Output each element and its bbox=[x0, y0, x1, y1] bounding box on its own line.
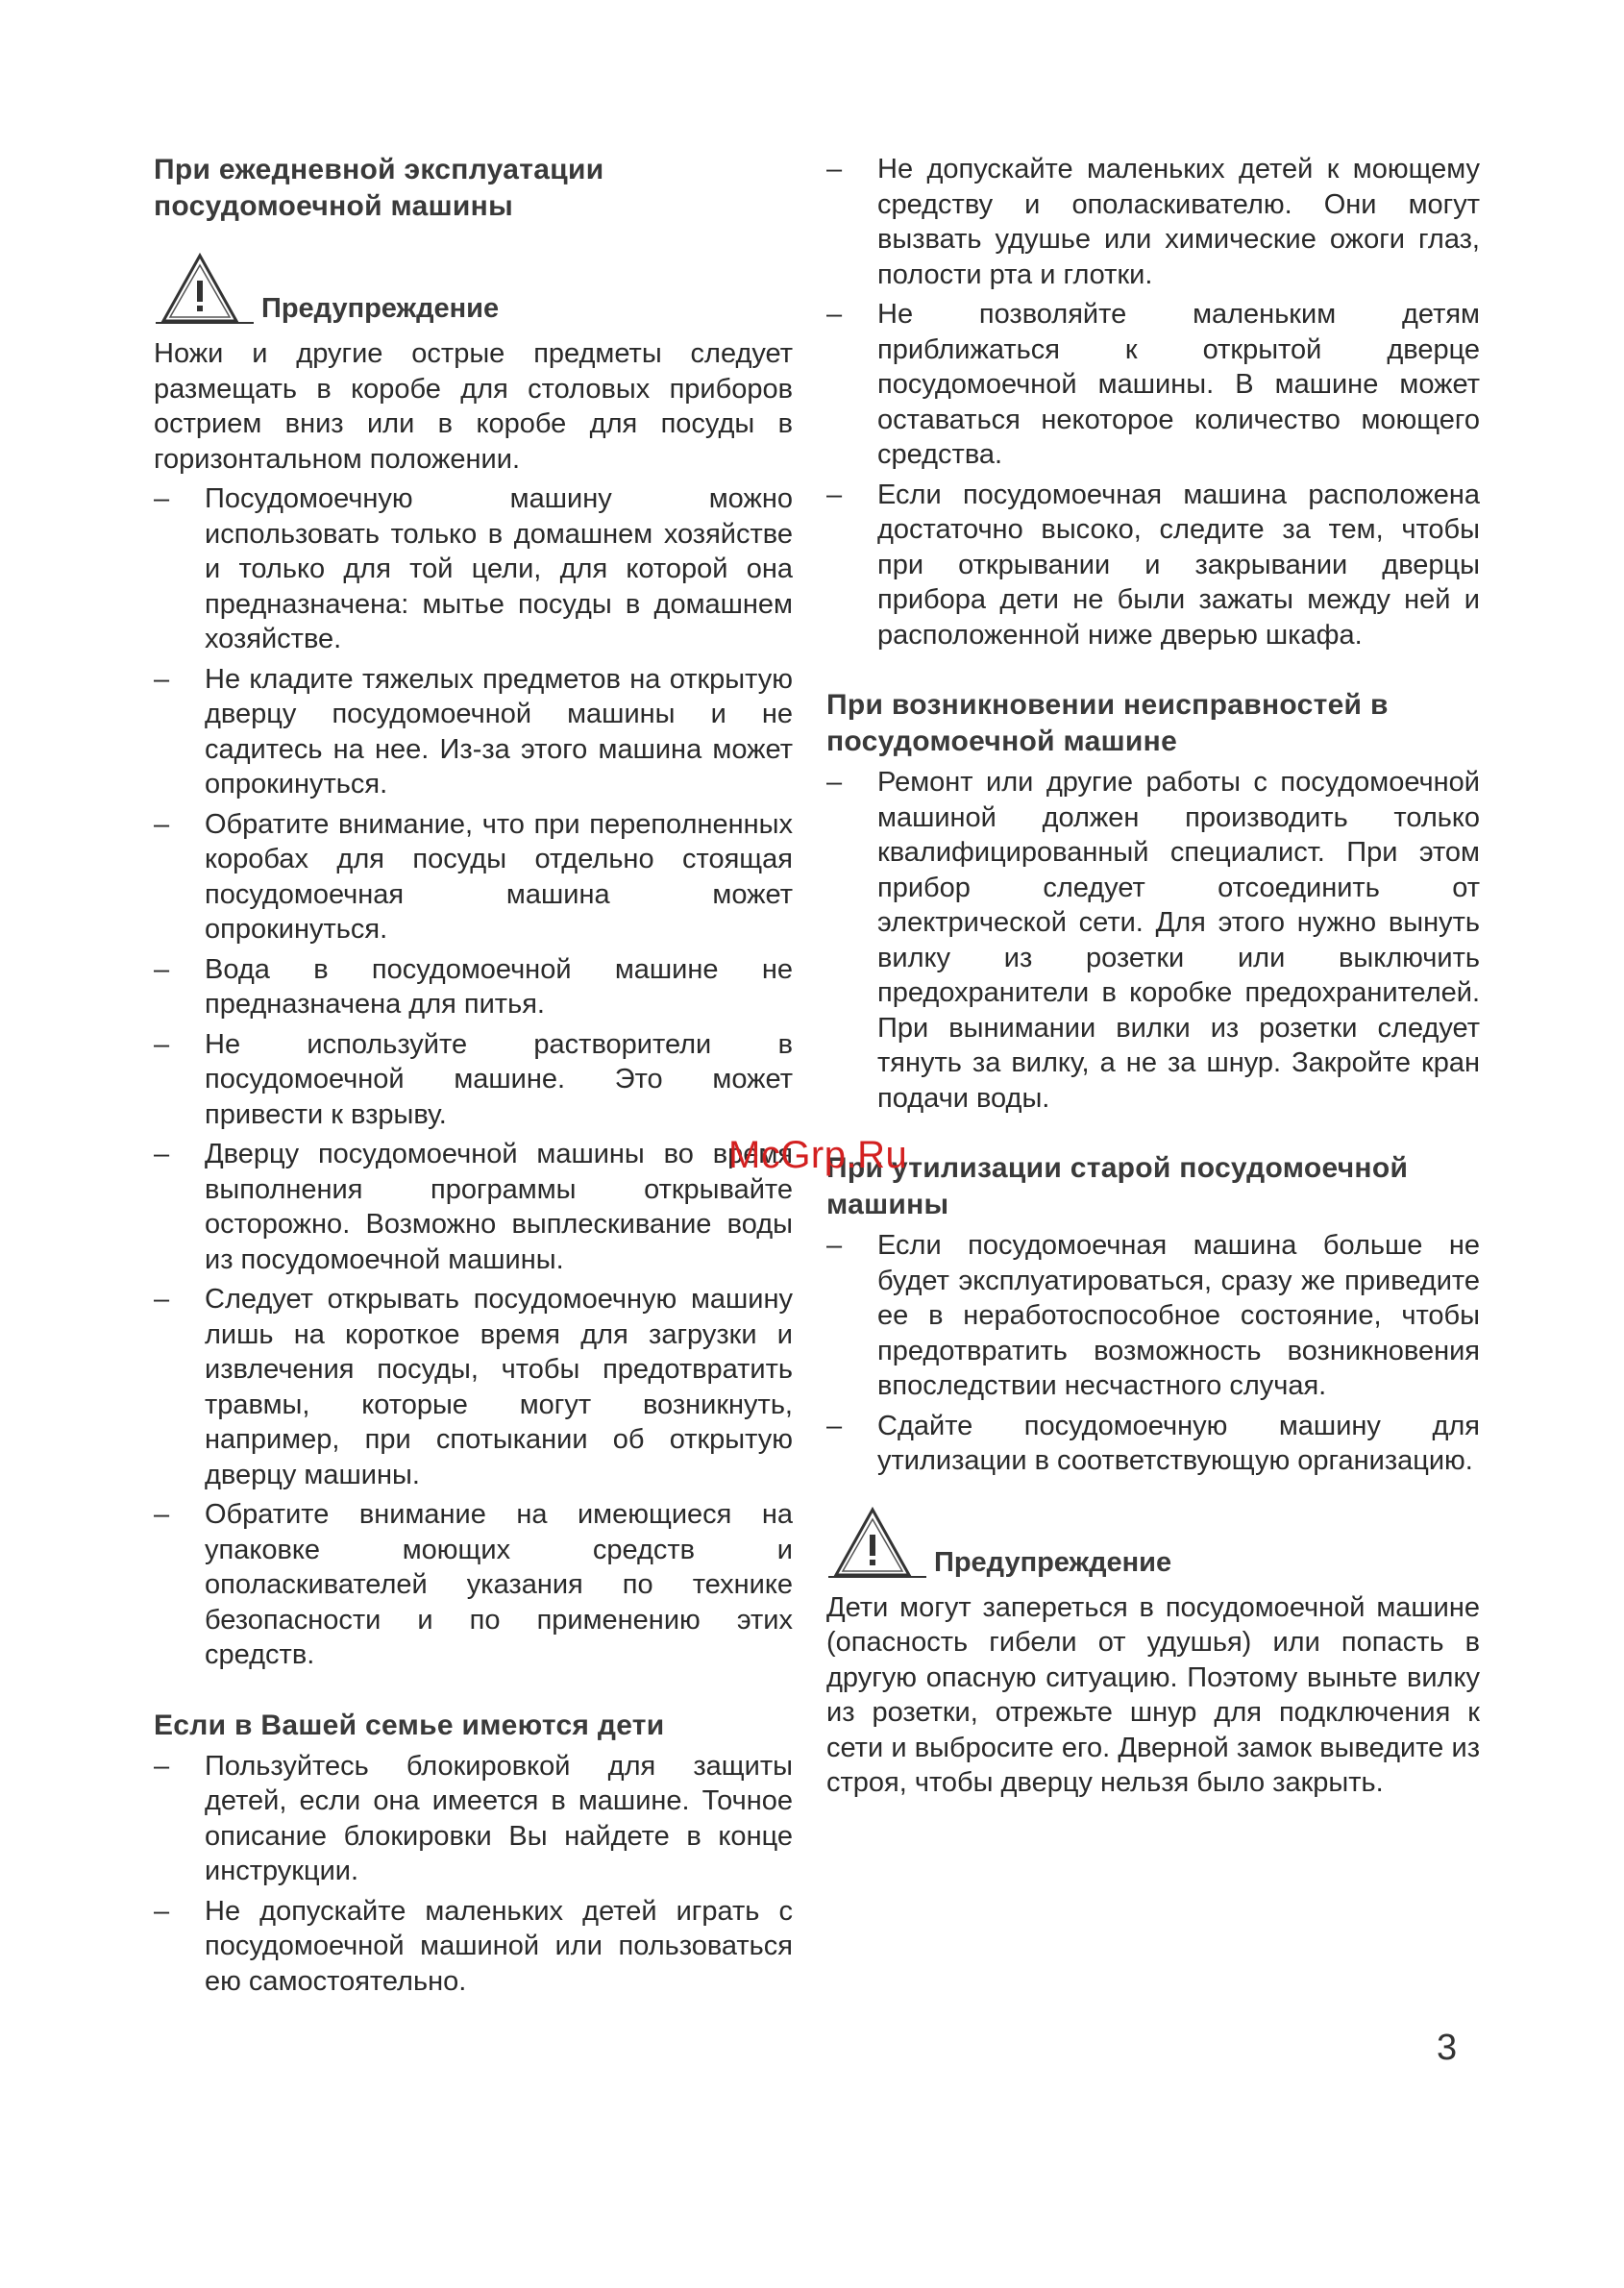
list-item: – Если посудомоечная машина расположена достаточно высоко, следите за тем, чтобы при открывании и закрывании дверцы прибора дети не были зажаты между ней и расположенной ниже дверью шкафа. bbox=[826, 478, 1480, 653]
list-item: – Не позволяйте маленьким детям приближаться к открытой дверце посудомоечной машины. В машине может оставаться некоторое количество моющего средства. bbox=[826, 297, 1480, 473]
daily-use-list bbox=[154, 481, 793, 1673]
warning-triangle-icon bbox=[826, 1504, 926, 1581]
disposal-list bbox=[826, 1228, 1480, 1479]
list-item: – Ремонт или другие работы с посудомоечной машиной должен производить только квалифицированный специалист. При этом прибор следует отсоединить от электрической сети. Для этого нужно вынуть вилку из розетки или выключить предохранители в коробке предохранителей. При вынимании вилки из розетки следует тянуть за вилку, а не за шнур. Закройте кран подачи воды. bbox=[826, 765, 1480, 1116]
list-item: – Посудомоечную машину можно использовать только в домашнем хозяйстве и только для той цели, для которой она предназначена: мытье посуды в домашнем хозяйстве. bbox=[154, 481, 793, 657]
watermark: McGrp.Ru bbox=[728, 1134, 908, 1176]
children-safety-list bbox=[826, 152, 1480, 652]
list-item: – Сдайте посудомоечную машину для утилизации в соответствующую организацию. bbox=[826, 1409, 1480, 1479]
list-item: – Не используйте растворители в посудомоечной машине. Это может привести к взрыву. bbox=[154, 1027, 793, 1133]
warning-triangle-icon bbox=[154, 250, 254, 327]
list-item: – Обратите внимание на имеющиеся на упаковке моющих средств и ополаскивателей указания по технике безопасности и по применению этих средств. bbox=[154, 1497, 793, 1673]
section-heading-disposal: При утилизации старой посудомоечной машины bbox=[826, 1152, 1409, 1220]
list-item: – Не допускайте маленьких детей играть с посудомоечной машиной или пользоваться ею самостоятельно. bbox=[154, 1894, 793, 2000]
list-item: – Пользуйтесь блокировкой для защиты детей, если она имеется в машине. Точное описание блокировки Вы найдете в конце инструкции. bbox=[154, 1749, 793, 1889]
warning-block-right bbox=[826, 1504, 1480, 1581]
page-number: 3 bbox=[1437, 2028, 1458, 2068]
right-column bbox=[826, 152, 1480, 1801]
warning-block-left bbox=[154, 250, 793, 327]
warning-text-left: Ножи и другие острые предметы следует размещать в коробе для столовых приборов острием вниз или в коробе для посуды в горизонтальном положении. bbox=[154, 338, 793, 475]
left-column bbox=[154, 152, 793, 1999]
section-heading-children: Если в Вашей семье имеются дети bbox=[154, 1709, 665, 1741]
list-item: – Следует открывать посудомоечную машину лишь на короткое время для загрузки и извлечения посуды, чтобы предотвратить травмы, которые могут возникнуть, например, при спотыкании об открытую дверцу машины. bbox=[154, 1282, 793, 1492]
section-heading-malfunction: При возникновении неисправностей в посудомоечной машине bbox=[826, 689, 1389, 757]
list-item: – Не допускайте маленьких детей к моющему средству и ополаскивателю. Они могут вызвать удушье или химические ожоги глаз, полости рта и глотки. bbox=[826, 152, 1480, 292]
children-list bbox=[154, 1749, 793, 2000]
section-heading-daily-use: При ежедневной эксплуатации посудомоечной машины bbox=[154, 154, 604, 222]
list-item: – Если посудомоечная машина больше не будет эксплуатироваться, сразу же приведите ее в неработоспособное состояние, чтобы предотвратить возможность возникновения впоследствии несчастного случая. bbox=[826, 1228, 1480, 1404]
list-item: – Не кладите тяжелых предметов на открытую дверцу посудомоечной машины и не садитесь на нее. Из-за этого машина может опрокинуться. bbox=[154, 662, 793, 802]
warning-text-right: Дети могут запереться в посудомоечной машине (опасность гибели от удушья) или попасть в другую опасную ситуацию. Поэтому выньте вилку из розетки, отрежьте шнур для подключения к сети и выбросите его. Дверной замок выведите из строя, чтобы дверцу нельзя было закрыть. bbox=[826, 1591, 1480, 1798]
list-item: – Дверцу посудомоечной машины во время выполнения программы открывайте осторожно. Возможно выплескивание воды из посудомоечной машины. bbox=[154, 1137, 793, 1277]
warning-label-right: Предупреждение bbox=[934, 1546, 1172, 1578]
list-item: – Обратите внимание, что при переполненных коробах для посуды отдельно стоящая посудомоечная машина может опрокинуться. bbox=[154, 807, 793, 947]
malfunction-list bbox=[826, 765, 1480, 1116]
list-item: – Вода в посудомоечной машине не предназначена для питья. bbox=[154, 952, 793, 1022]
warning-label-left: Предупреждение bbox=[261, 293, 500, 324]
